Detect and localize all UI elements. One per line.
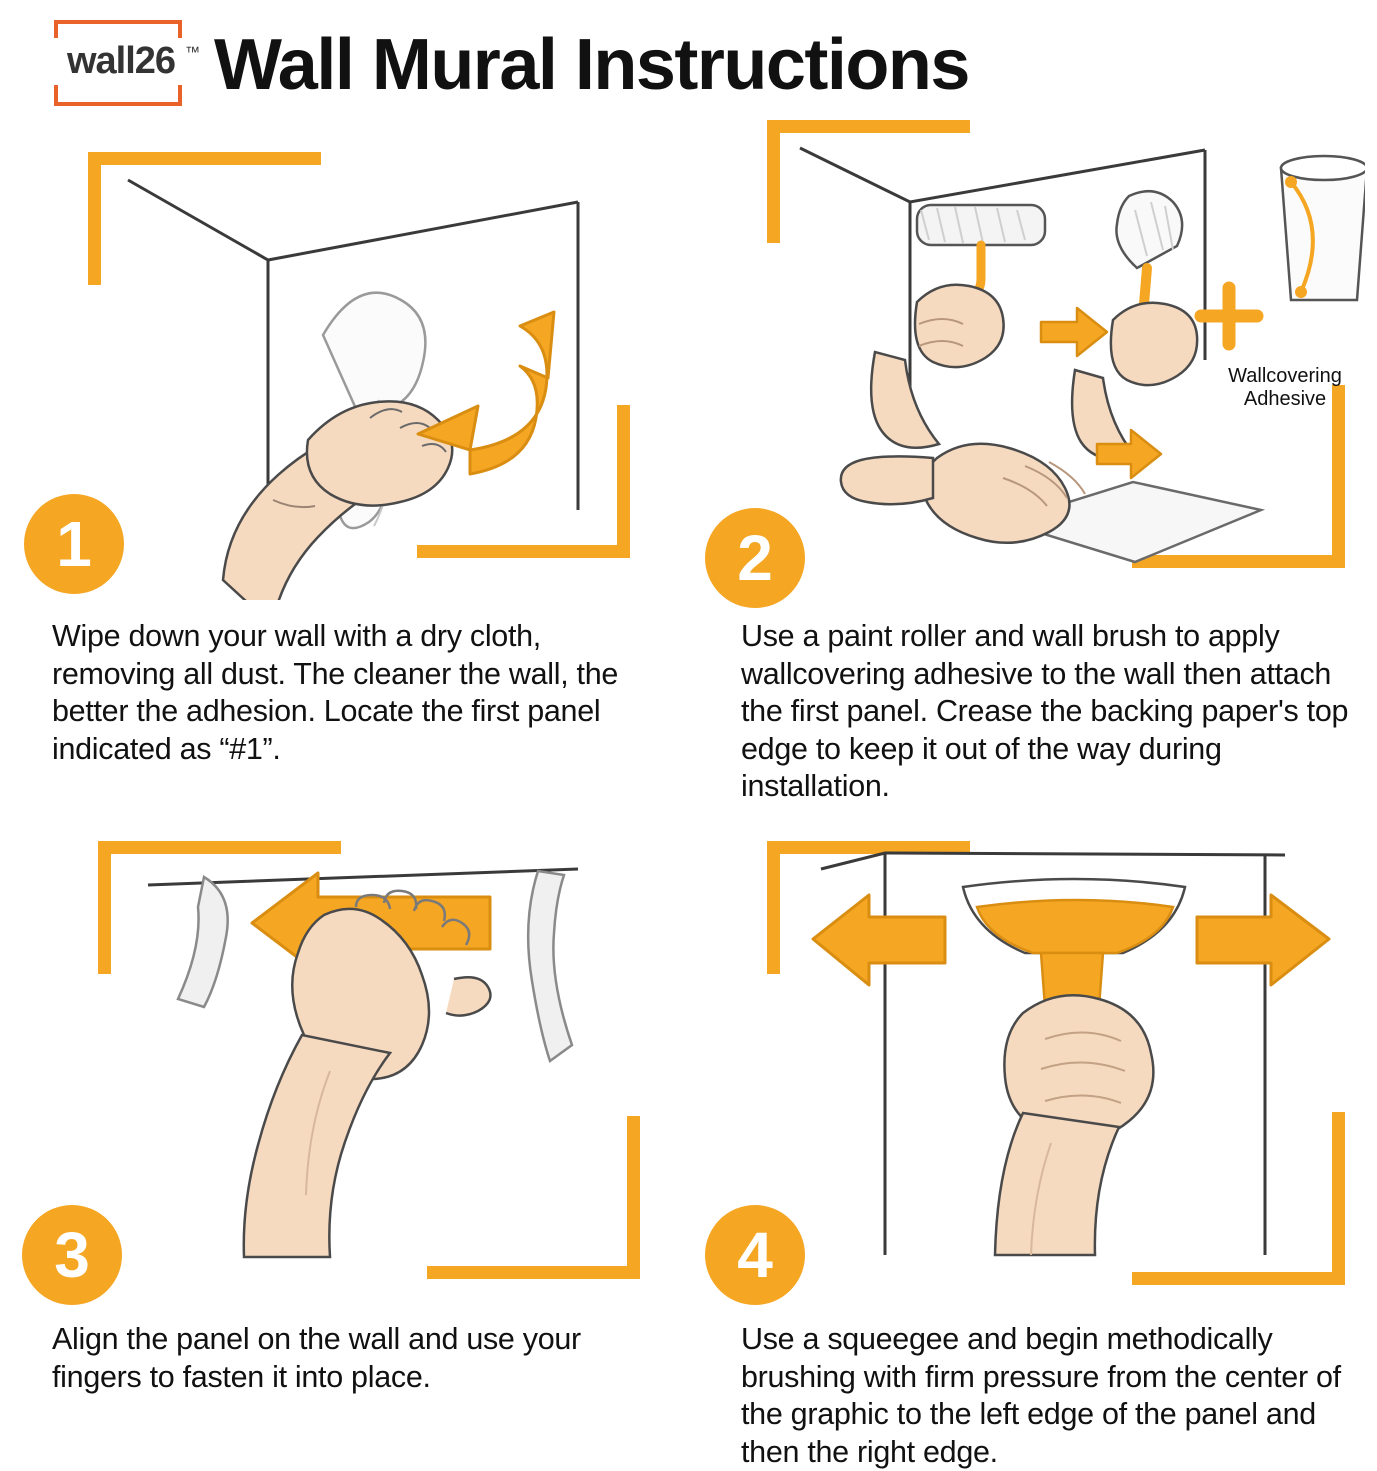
adhesive-application-drawing <box>705 110 1365 600</box>
align-panel-drawing <box>18 825 678 1295</box>
trademark-symbol: ™ <box>185 44 200 61</box>
step-4-illustration <box>705 825 1365 1295</box>
step-3-illustration <box>18 825 678 1295</box>
wallcovering-adhesive-label: Wallcovering Adhesive <box>1228 365 1342 410</box>
page-title: Wall Mural Instructions <box>214 25 969 105</box>
brand-wordmark: wall26 <box>46 38 196 85</box>
step-number-badge-4: 4 <box>705 1205 805 1305</box>
step-3-caption: Align the panel on the wall and use your fingers to fasten it into place. <box>52 1322 581 1394</box>
brand-logo <box>46 14 200 110</box>
step-number-badge-3: 3 <box>22 1205 122 1305</box>
instruction-step-3 <box>18 825 678 1396</box>
step-2-illustration <box>705 110 1365 600</box>
step-1-caption: Wipe down your wall with a dry cloth, removing all dust. The cleaner the wall, the better the adhesion. Locate the first panel indicated as “#1”. <box>52 619 619 766</box>
squeegee-drawing <box>705 825 1365 1295</box>
page-header <box>0 0 1377 110</box>
step-2-caption: Use a paint roller and wall brush to apply wallcovering adhesive to the wall then attach the first panel. Crease the backing paper's top edge to keep it out of the way during installation. <box>741 619 1349 803</box>
instruction-step-1 <box>18 110 678 768</box>
step-number-badge-2: 2 <box>705 508 805 608</box>
step-1-illustration <box>18 110 678 600</box>
instruction-step-2 <box>705 110 1365 806</box>
step-4-caption: Use a squeegee and begin methodically brushing with firm pressure from the center of the graphic to the left edge of the panel and then the right edge. <box>741 1322 1341 1469</box>
step-number-badge-1: 1 <box>24 494 124 594</box>
instruction-step-4 <box>705 825 1365 1471</box>
